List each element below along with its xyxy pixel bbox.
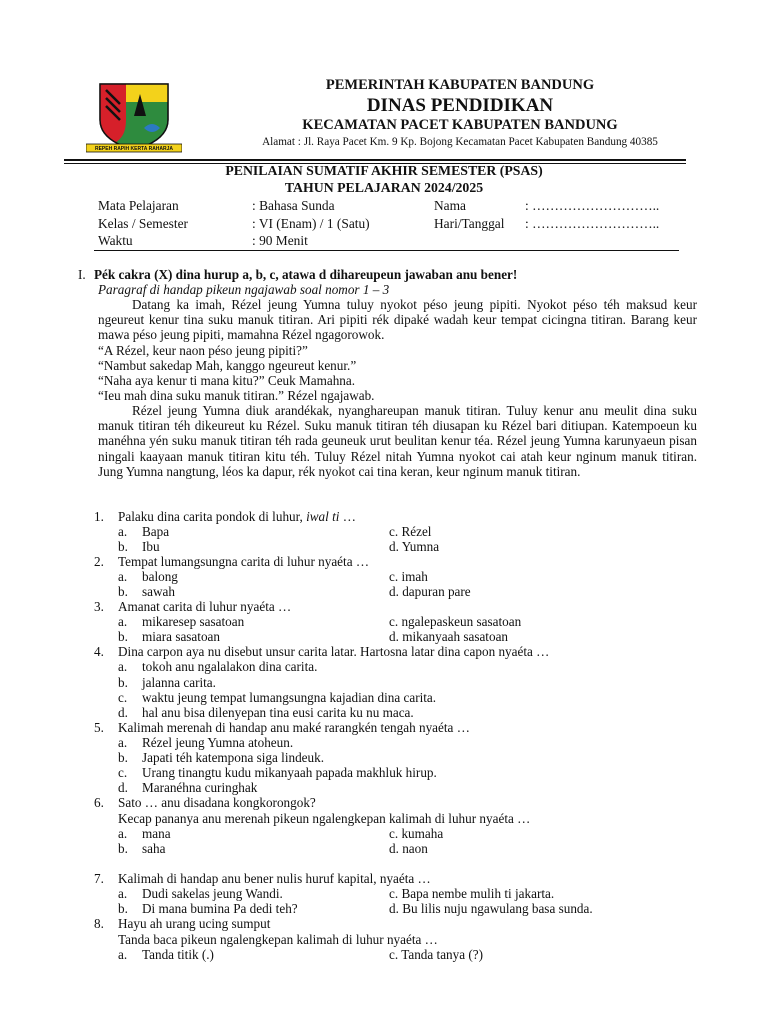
q8-option-c[interactable]: c. Tanda tanya (?) [389, 947, 484, 962]
subject-value: : Bahasa Sunda [252, 198, 335, 213]
subject-label: Mata Pelajaran [98, 198, 179, 213]
option-letter: a. [118, 947, 128, 962]
exam-title: PENILAIAN SUMATIF AKHIR SEMESTER (PSAS) [225, 163, 543, 178]
option-letter: a. [118, 735, 128, 750]
option-letter: a. [118, 886, 128, 901]
option-text: Bapa [142, 524, 170, 539]
question-number: 7. [94, 871, 104, 886]
option-text: Ibu [142, 539, 160, 554]
option-text: waktu jeung tempat lumangsungna kajadian dina carita. [142, 690, 437, 705]
option-letter: c. [118, 690, 128, 705]
reading-instruction: Paragraf di handap pikeun ngajawab soal nomor 1 – 3 [98, 282, 390, 297]
option-text: Urang tinangtu kudu mikanyaah papada makhluk hirup. [142, 765, 437, 780]
address: Alamat : Jl. Raya Pacet Km. 9 Kp. Bojong Kecamatan Pacet Kabupaten Bandung 40385 [262, 136, 658, 148]
question-text: Kalimah merenah di handap anu maké rarangkén tengah nyaéta … [118, 720, 470, 735]
district-name: KECAMATAN PACET KABUPATEN BANDUNG [302, 117, 618, 133]
option-text: saha [142, 841, 166, 856]
option-text: miara sasatoan [142, 629, 220, 644]
option-letter: d. [118, 780, 128, 795]
time-label: Waktu [98, 233, 133, 248]
q8-sub-instruction: Tanda baca pikeun ngalengkepan kalimah di luhur nyaéta … [118, 932, 438, 947]
story-paragraph-2: Rézel jeung Yumna diuk arandékak, nyanghareupan manuk titiran. Tuluy kenur anu meulit dina suku manuk titiran téh dikeureut ku Rézel. Suku manuk titiran téh diusapan ku Rézel bari ditiupan. Katempoeun ku manéhna yén suku manuk titiran téh rada geuneuk urut beulitan kenur téa. Rézel jeung Yumna karunyaeun pisan ningali kaayaan manuk titiran kitu téh. Tuluy Rézel nitah Yumna nyokot cai atah keur nginum manuk titiran. Jung Yumna nangtung, léos ka dapur, rék nyokot cai tina keran, keur nginum manuk titiran. [98, 403, 697, 479]
story-paragraph-1: Datang ka imah, Rézel jeung Yumna tuluy nyokot péso jeung pipiti. Nyokot péso téh maksud keur ngeureut kenur tina suku manuk titiran. Ari pipiti rék dipaké wadah keur tempat cicingna titiran. Barang keur mawa péso jeung pipiti, mamahna Rézel ngagorowok. [98, 297, 697, 343]
date-label: Hari/Tanggal [434, 216, 505, 231]
name-field[interactable]: : ……………………….. [525, 198, 660, 213]
question-text: Hayu ah urang ucing sumput [118, 916, 271, 931]
government-name: PEMERINTAH KABUPATEN BANDUNG [325, 77, 595, 93]
q7-option-d[interactable]: d. Bu lilis nuju ngawulang basa sunda. [389, 901, 593, 916]
class-label: Kelas / Semester [98, 216, 188, 231]
question-text: Kalimah di handap anu bener nulis huruf kapital, nyaéta … [118, 871, 431, 886]
question-text: Sato … anu disadana kongkorongok? [118, 795, 316, 810]
question-number: 3. [94, 599, 104, 614]
question-number: 5. [94, 720, 104, 735]
option-text: mana [142, 826, 171, 841]
story-dialog-4: “Ieu mah dina suku manuk titiran.” Rézel ngajawab. [98, 388, 375, 403]
section-instruction-text: Pék cakra (X) dina hurup a, b, c, atawa d dihareupeun jawaban anu bener! [94, 267, 518, 282]
letterhead [0, 70, 768, 162]
option-text: Maranéhna curinghak [142, 780, 258, 795]
option-letter: b. [118, 675, 128, 690]
q7-option-c[interactable]: c. Bapa nembe mulih ti jakarta. [389, 886, 555, 901]
option-letter: a. [118, 614, 128, 629]
question-text: Dina carpon aya nu disebut unsur carita latar. Hartosna latar dina capon nyaéta … [118, 644, 550, 659]
question-text-main: Palaku dina carita pondok di luhur, [118, 509, 307, 524]
option-letter: b. [118, 584, 128, 599]
question-text-end: … [339, 509, 356, 524]
option-letter: b. [118, 750, 128, 765]
option-text: sawah [142, 584, 175, 599]
option-letter: d. [118, 705, 128, 720]
option-text: hal anu bisa dilenyepan tina eusi carita ku nu maca. [142, 705, 414, 720]
option-text: mikaresep sasatoan [142, 614, 245, 629]
kabupaten-bandung-logo [86, 80, 182, 154]
q3-option-d[interactable]: d. mikanyaah sasatoan [389, 629, 509, 644]
story-dialog-2: “Nambut sakedap Mah, kanggo ngeureut kenur.” [98, 358, 357, 373]
question-text-italic: iwal ti [306, 509, 340, 524]
story-dialog-1: “A Rézel, keur naon péso jeung pipiti?” [98, 343, 308, 358]
question-number: 1. [94, 509, 104, 524]
q2-option-c[interactable]: c. imah [389, 569, 428, 584]
question-number: 6. [94, 795, 104, 810]
option-text: Rézel jeung Yumna atoheun. [142, 735, 294, 750]
option-text: balong [142, 569, 178, 584]
option-letter: b. [118, 539, 128, 554]
option-text: Japati téh katempona siga lindeuk. [142, 750, 325, 765]
department-name: DINAS PENDIDIKAN [366, 95, 554, 116]
option-text: tokoh anu ngalalakon dina carita. [142, 659, 318, 674]
question-number: 2. [94, 554, 104, 569]
name-label: Nama [434, 198, 466, 213]
logo-motto: REPEH RAPIH KERTA RAHARJA [94, 146, 174, 152]
q6-sub-instruction: Kecap pananya anu merenah pikeun ngalengkepan kalimah di luhur nyaéta … [118, 811, 531, 826]
date-field[interactable]: : ……………………….. [525, 216, 660, 231]
q1-option-c[interactable]: c. Rézel [389, 524, 432, 539]
option-text: jalanna carita. [142, 675, 216, 690]
q6-option-d[interactable]: d. naon [389, 841, 428, 856]
option-letter: b. [118, 841, 128, 856]
option-letter: a. [118, 826, 128, 841]
letterhead-divider-thick [64, 159, 686, 161]
option-text: Di mana bumina Pa dedi teh? [142, 901, 298, 916]
question-text [118, 509, 356, 524]
option-letter: b. [118, 901, 128, 916]
exam-year: TAHUN PELAJARAN 2024/2025 [284, 180, 484, 195]
q6-option-c[interactable]: c. kumaha [389, 826, 444, 841]
question-number: 4. [94, 644, 104, 659]
q3-option-c[interactable]: c. ngalepaskeun sasatoan [389, 614, 522, 629]
question-text: Tempat lumangsungna carita di luhur nyaéta … [118, 554, 370, 569]
time-value: : 90 Menit [252, 233, 308, 248]
option-letter: a. [118, 659, 128, 674]
story-dialog-3: “Naha aya kenur ti mana kitu?” Ceuk Mamahna. [98, 373, 356, 388]
option-letter: a. [118, 524, 128, 539]
q2-option-d[interactable]: d. dapuran pare [389, 584, 471, 599]
option-text: Dudi sakelas jeung Wandi. [142, 886, 283, 901]
question-text: Amanat carita di luhur nyaéta … [118, 599, 292, 614]
option-letter: c. [118, 765, 128, 780]
question-number: 8. [94, 916, 104, 931]
q1-option-d[interactable]: d. Yumna [389, 539, 440, 554]
section-number: I. [78, 267, 86, 282]
option-letter: b. [118, 629, 128, 644]
option-letter: a. [118, 569, 128, 584]
option-text: Tanda titik (.) [142, 947, 214, 962]
info-divider [94, 250, 679, 251]
class-value: : VI (Enam) / 1 (Satu) [252, 216, 370, 231]
